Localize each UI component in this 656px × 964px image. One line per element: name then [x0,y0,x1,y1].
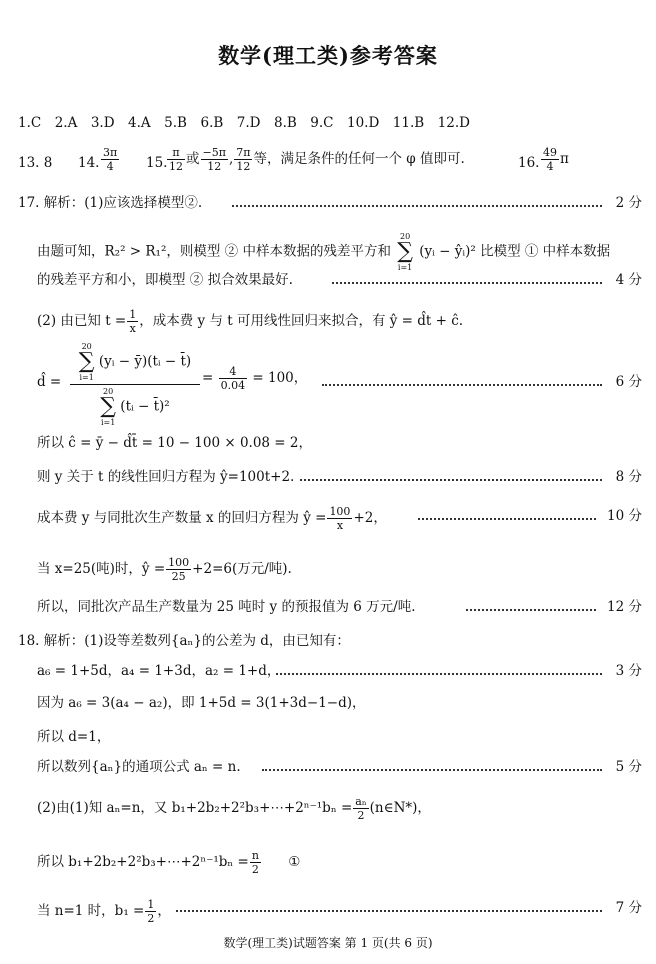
q17-line-4b: ，成本费 y 与 t 可用线性回归来拟合，有 ŷ = d̂t + ĉ. [139,313,464,329]
q18-line-7 [37,849,300,876]
q17-line-7: 则 y 关于 t 的线性回归方程为 ŷ=100t+2. [37,469,295,485]
q17-line-10: 所以，同批次产品生产数量为 25 吨时 y 的预报值为 6 万元/吨. [37,599,416,615]
q18-line-8b: ， [157,903,171,919]
q18-line-2: a₆ = 1+5d，a₄ = 1+3d，a₂ = 1+d， [37,663,281,679]
q17-line-2a: 由题可知，R₂² > R₁²，则模型 ② 中样本数据的残差平方和 [37,243,391,260]
q17-line-2b: (yᵢ − ŷᵢ)² 比模型 ① 中样本数据 [419,243,611,260]
answer-15-a-numerator: π [167,146,185,160]
q17-line-4 [37,308,463,335]
q18-line-6a: (2)由(1)知 aₙ=n，又 b₁+2b₂+2²b₃+⋯+2ⁿ⁻¹bₙ = [37,800,353,816]
n-numerator: n [251,849,259,862]
d-hat-fraction: 20 ∑ i=1 (yᵢ − ȳ)(tᵢ − t̄) 20 ∑ i=1 (tᵢ − t̄)² [70,342,200,427]
an-denominator: 2 [357,809,365,822]
answer-15: $\frac{\pi}{12}$ 或 $\frac{-5\pi}{12}$ , $\frac{7\pi}{12}$ 等，满足条件的任何一个 φ 值即可. [169,146,465,173]
d-hat-fraction-numerator: 4 [219,365,248,379]
q17-line-9a: 当 x=25(吨)时，ŷ = [37,561,166,577]
q17-score-4: 4 分 [615,272,642,288]
answer-14-label: 14. [78,155,100,171]
leader-dots [176,910,602,912]
an-numerator: aₙ [355,795,367,808]
leader-dots [276,673,602,675]
n-denominator: 2 [251,863,259,876]
q17-line-4a: (2) 由已知 t = [37,313,127,329]
q17-score-12: 12 分 [607,599,642,615]
d-hat-result: = 100， [252,370,308,386]
q18-score-7: 7 分 [615,900,642,916]
q17-line-9 [37,556,292,583]
sum-upper-limit: 20 [81,342,92,351]
d-hat-rhs [202,365,307,392]
q17-score-6: 6 分 [615,374,642,390]
q18-line-7a: 所以 b₁+2b₂+2²b₃+⋯+2ⁿ⁻¹bₙ = [37,854,249,870]
q18-line-8 [37,898,171,925]
leader-dots [300,479,602,481]
answer-15-tail: 等，满足条件的任何一个 φ 值即可. [253,151,465,167]
answer-16-denominator: 4 [546,160,554,173]
q18-line-3: 因为 a₆ = 3(a₄ − a₂)，即 1+5d = 3(1+3d−1−d)， [37,695,366,711]
q18-line-6 [37,795,431,822]
q17-score-8: 8 分 [615,469,642,485]
equals: = [202,370,214,386]
q17-line-8 [37,505,387,532]
q17-line-9b: +2=6(万元/吨). [192,561,292,577]
leader-dots [332,282,602,284]
sum-upper-limit: 20 [400,232,411,241]
q18-line-1: 18. 解析：(1)设等差数列{aₙ}的公差为 d，由已知有： [18,633,350,649]
q17-score-10: 10 分 [607,508,642,524]
leader-dots [262,769,602,771]
answer-16-tail: π [560,151,569,167]
t-numerator: 1 [129,308,137,321]
page-footer: 数学(理工类)试题答案 第 1 页(共 6 页) [223,936,433,950]
q17-line-2: 由题可知，R₂² > R₁²，则模型 ② 中样本数据的残差平方和 20 ∑ i=1 (yᵢ − ŷᵢ)² 比模型 ① 中样本数据 [37,232,611,272]
regression-numerator: 100 [329,505,351,518]
d-hat-lhs: d̂ = [37,374,62,390]
answer-13: 13. 8 [18,155,53,171]
sum-lower-limit: i=1 [100,418,116,427]
answer-15-label: 15. [146,155,168,171]
q17-line-6: 所以 ĉ = ȳ − d̂t̄ = 10 − 100 × 0.08 = 2， [37,435,313,451]
answer-15-a-denominator: 12 [169,160,183,173]
b1-denominator: 2 [147,912,155,925]
t-denominator: x [129,322,136,335]
q17-line-1: 17. 解析：(1)应该选择模型②. [18,195,203,211]
answer-15-c-numerator: 7π [236,146,251,159]
q17-line-8a: 成本费 y 与同批次生产数量 x 的回归方程为 ŷ = [37,510,327,526]
sum-upper-limit: 20 [103,387,114,396]
equation-marker: ① [288,854,301,870]
q17-line-8b: +2， [353,510,387,526]
answer-16-numerator: 49 [543,146,557,159]
sum-lower-limit: i=1 [397,263,413,272]
answer-14-denominator: 4 [106,160,114,173]
sum-lower-limit: i=1 [79,373,94,382]
prediction-numerator: 100 [168,556,190,569]
q17-line-3: 的残差平方和小，即模型 ② 拟合效果最好. [37,272,293,288]
q18-line-4: 所以 d=1， [37,729,111,745]
answer-15-c-denominator: 12 [236,160,251,173]
leader-dots [466,609,596,611]
answer-15-b-numerator: −5π [202,146,226,159]
q18-line-8a: 当 n=1 时，b₁ = [37,903,145,919]
answer-14-numerator: 3π [103,146,118,159]
q18-line-5: 所以数列{aₙ}的通项公式 aₙ = n. [37,759,241,775]
prediction-denominator: 25 [171,570,186,583]
d-hat-fraction-denominator: 0.04 [220,379,246,392]
leader-dots [418,518,596,520]
answer-15-b-denominator: 12 [207,160,222,173]
page-title: 数学(理工类)参考答案 [218,43,438,68]
leader-dots [232,205,602,207]
q17-score-2: 2 分 [615,195,642,211]
leader-dots [322,384,602,386]
answer-16-label: 16. [518,155,540,171]
d-hat-numerator-expr: (yᵢ − ȳ)(tᵢ − t̄) [98,353,192,370]
q18-line-6b: (n∈N*)， [369,800,431,816]
q18-score-5: 5 分 [615,759,642,775]
q18-score-3: 3 分 [615,663,642,679]
answer-16 [540,146,569,173]
multiple-choice-answers: 1.C 2.A 3.D 4.A 5.B 6.B 7.D 8.B 9.C 10.D 11.B 12.D [18,115,470,131]
d-hat-denominator-expr: (tᵢ − t̄)² [120,398,170,415]
answer-14 [100,146,120,173]
regression-denominator: x [336,519,344,532]
answer-15-or: 或 [186,151,200,167]
b1-numerator: 1 [147,898,155,911]
